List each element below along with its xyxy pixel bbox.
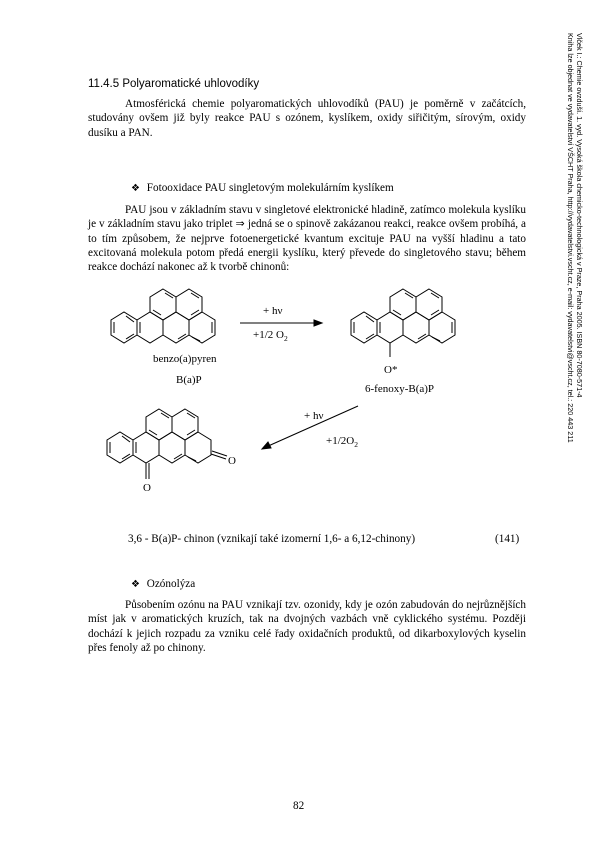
bap-quinone-structure bbox=[107, 409, 227, 479]
ozonolysis-title: Ozónolýza bbox=[146, 578, 196, 590]
product-oxygen-2: O bbox=[143, 482, 151, 494]
phenoxy-bap-structure bbox=[351, 289, 455, 357]
intermediate-name: 6-fenoxy-B(a)P bbox=[365, 383, 435, 395]
reactant-abbr: B(a)P bbox=[176, 374, 202, 386]
arrow2-bottom-label: $+1/2O_2$ bbox=[326, 435, 358, 449]
reaction-scheme bbox=[90, 285, 560, 550]
photooxidation-heading bbox=[131, 182, 394, 194]
product-caption: 3,6 - B(a)P- chinon (vznikají také izomerní 1,6- a 6,12-chinony) bbox=[128, 533, 416, 545]
reactant-name: benzo(a)pyren bbox=[153, 353, 217, 365]
arrow-head-1-icon bbox=[314, 320, 322, 326]
photooxidation-title: Fotooxidace PAU singletovým molekulárním kyslíkem bbox=[146, 182, 394, 194]
photooxidation-paragraph: PAU jsou v základním stavu v singletové elektronické hladině, zatímco molekula kyslíku je v základním stavu jako triplet ⇒ jedná se o spinově zakázanou reakci, reakce ovšem probíhá, a to tím způsobem, že nejprve fotoenergetické kvantum excituje PAU na vyšší hladinu a tato excitovaná molekula potom předá energii kyslíku, který převede do singletového stavu; během reakce dochází nakonec až k tvorbě chinonů: bbox=[88, 204, 526, 274]
bullet-icon: ❖ bbox=[131, 183, 140, 194]
page-number: 82 bbox=[293, 800, 305, 812]
equation-number: (141) bbox=[495, 533, 520, 545]
intermediate-oxygen: O* bbox=[384, 364, 398, 376]
ozonolysis-heading bbox=[131, 578, 195, 590]
intro-paragraph: Atmosférická chemie polyaromatických uhlovodíků (PAU) je poměrně v začátcích, studovány ovšem již byly reakce PAU s ozónem, kyslíkem, oxidy siřičitým, sírovým, oxidy dusíku a PAN. bbox=[88, 98, 526, 139]
product-oxygen-1: O bbox=[228, 455, 236, 467]
arrow2-top-label: + hν bbox=[304, 410, 324, 422]
bullet-icon: ❖ bbox=[131, 579, 140, 590]
ozonolysis-paragraph: Působením ozónu na PAU vznikají tzv. ozonidy, kdy je ozón zabudován do nejrůznějších míst jak v aromatických kruzích, tak na dvojných vazbách vně cyklického systému. Později dochází k jejich rozpadu za vzniku celé řady oxidačních produktů, od dikarboxylových kyselin přes fenoly až po chinony. bbox=[88, 599, 526, 654]
benzo-a-pyrene-structure bbox=[111, 289, 215, 343]
arrow-head-2-icon bbox=[262, 442, 271, 449]
arrow1-bottom-label: +1/2 $O_2$ bbox=[253, 329, 288, 343]
arrow1-top-label: + hν bbox=[263, 305, 283, 317]
section-heading: 11.4.5 Polyaromatické uhlovodíky bbox=[88, 78, 260, 90]
